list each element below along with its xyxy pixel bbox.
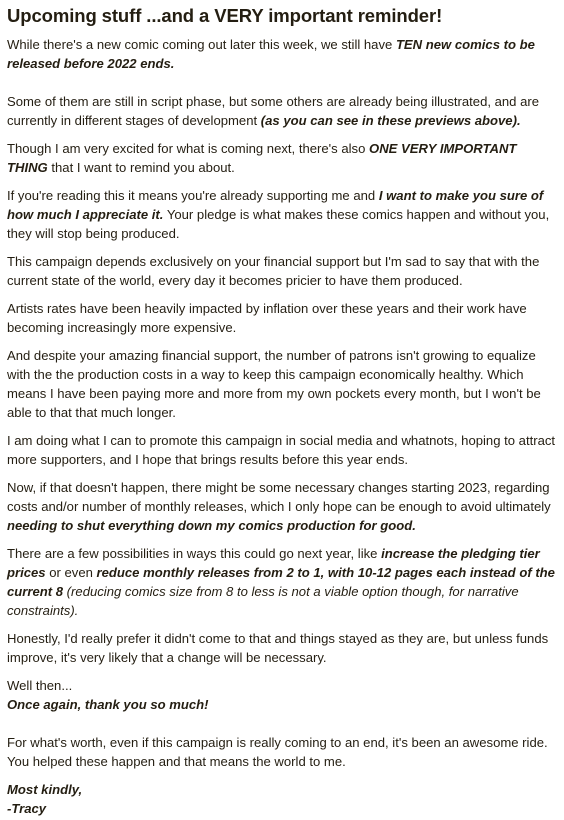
- paragraph-script-phase: [7, 92, 557, 130]
- excited-text-start: Though I am very excited for what is coming next, there's also: [7, 141, 370, 156]
- paragraph-changes: [7, 478, 557, 535]
- excited-text-end: that I want to remind you about.: [47, 160, 235, 175]
- possibilities-text-middle: or even: [45, 565, 97, 580]
- paragraph-excited: [7, 139, 557, 177]
- supporting-text-end: Your pledge is what makes these comics happen and without you, they will stop being produced.: [7, 207, 550, 241]
- paragraph-depends: [7, 252, 557, 290]
- post-title: Upcoming stuff ...and a VERY important reminder!: [7, 5, 443, 26]
- supporting-emphasis: I want to make you sure of how much I appreciate it.: [7, 188, 544, 222]
- signature-line: [7, 799, 557, 818]
- paragraph-artists: [7, 299, 557, 337]
- well-then-text: Well then...: [7, 678, 73, 693]
- patrons-text: And despite your amazing financial support, the number of patrons isn't growing to equalize with the the production costs in a way to keep this campaign economically healthy. Which means I have been paying more and more from my own pockets every month, but I won't be able to that that much longer.: [7, 348, 541, 420]
- honestly-text: Honestly, I'd really prefer it didn't come to that and things stayed as they are, but unless funds improve, it's very likely that a change will be necessary.: [7, 631, 549, 665]
- closing-text: Most kindly,: [7, 782, 83, 797]
- intro-text: While there's a new comic coming out later this week, we still have: [7, 37, 396, 52]
- paragraph-possibilities: [7, 544, 557, 620]
- paragraph-well-then: [7, 676, 557, 695]
- awesome-ride-text: For what's worth, even if this campaign is really coming to an end, it's been an awesome ride. You helped these happen and that means the world to me.: [7, 735, 548, 769]
- excited-emphasis: ONE VERY IMPORTANT THING: [7, 141, 517, 175]
- changes-emphasis: needing to shut everything down my comics production for good.: [7, 518, 416, 533]
- possibilities-emphasis-releases: reduce monthly releases from 2 to 1, with 10-12 pages each instead of the current 8: [7, 565, 555, 599]
- possibilities-text-start: There are a few possibilities in ways this could go next year, like: [7, 546, 382, 561]
- promote-text: I am doing what I can to promote this campaign in social media and whatnots, hoping to attract more supporters, and I hope that brings results before this year ends.: [7, 433, 556, 467]
- supporting-text-start: If you're reading this it means you're already supporting me and: [7, 188, 379, 203]
- paragraph-patrons: [7, 346, 557, 422]
- depends-text: This campaign depends exclusively on your financial support but I'm sad to say that with the current state of the world, every day it becomes pricier to have them produced.: [7, 254, 540, 288]
- paragraph-thanks: [7, 695, 557, 714]
- possibilities-italic-note: (reducing comics size from 8 to less is not a viable option though, for narrative constraints).: [7, 584, 519, 618]
- changes-text: Now, if that doesn't happen, there might be some necessary changes starting 2023, regarding costs and/or number of monthly releases, which I only hope can be enough to avoid ultimately: [7, 480, 551, 514]
- signature-text: -Tracy: [7, 801, 47, 816]
- paragraph-awesome-ride: [7, 733, 557, 771]
- script-phase-text: Some of them are still in script phase, but some others are already being illustrated, and are currently in different stages of development: [7, 94, 540, 128]
- paragraph-promote: [7, 431, 557, 469]
- intro-emphasis: TEN new comics to be released before 2022 ends.: [7, 37, 535, 71]
- possibilities-emphasis-prices: increase the pledging tier prices: [7, 546, 540, 580]
- script-phase-emphasis: (as you can see in these previews above).: [260, 113, 521, 128]
- thanks-emphasis: Once again, thank you so much!: [7, 697, 209, 712]
- paragraph-honestly: [7, 629, 557, 667]
- paragraph-intro: [7, 35, 557, 73]
- closing-line: [7, 780, 557, 799]
- paragraph-supporting: [7, 186, 557, 243]
- artists-text: Artists rates have been heavily impacted by inflation over these years and their work have becoming increasingly more expensive.: [7, 301, 527, 335]
